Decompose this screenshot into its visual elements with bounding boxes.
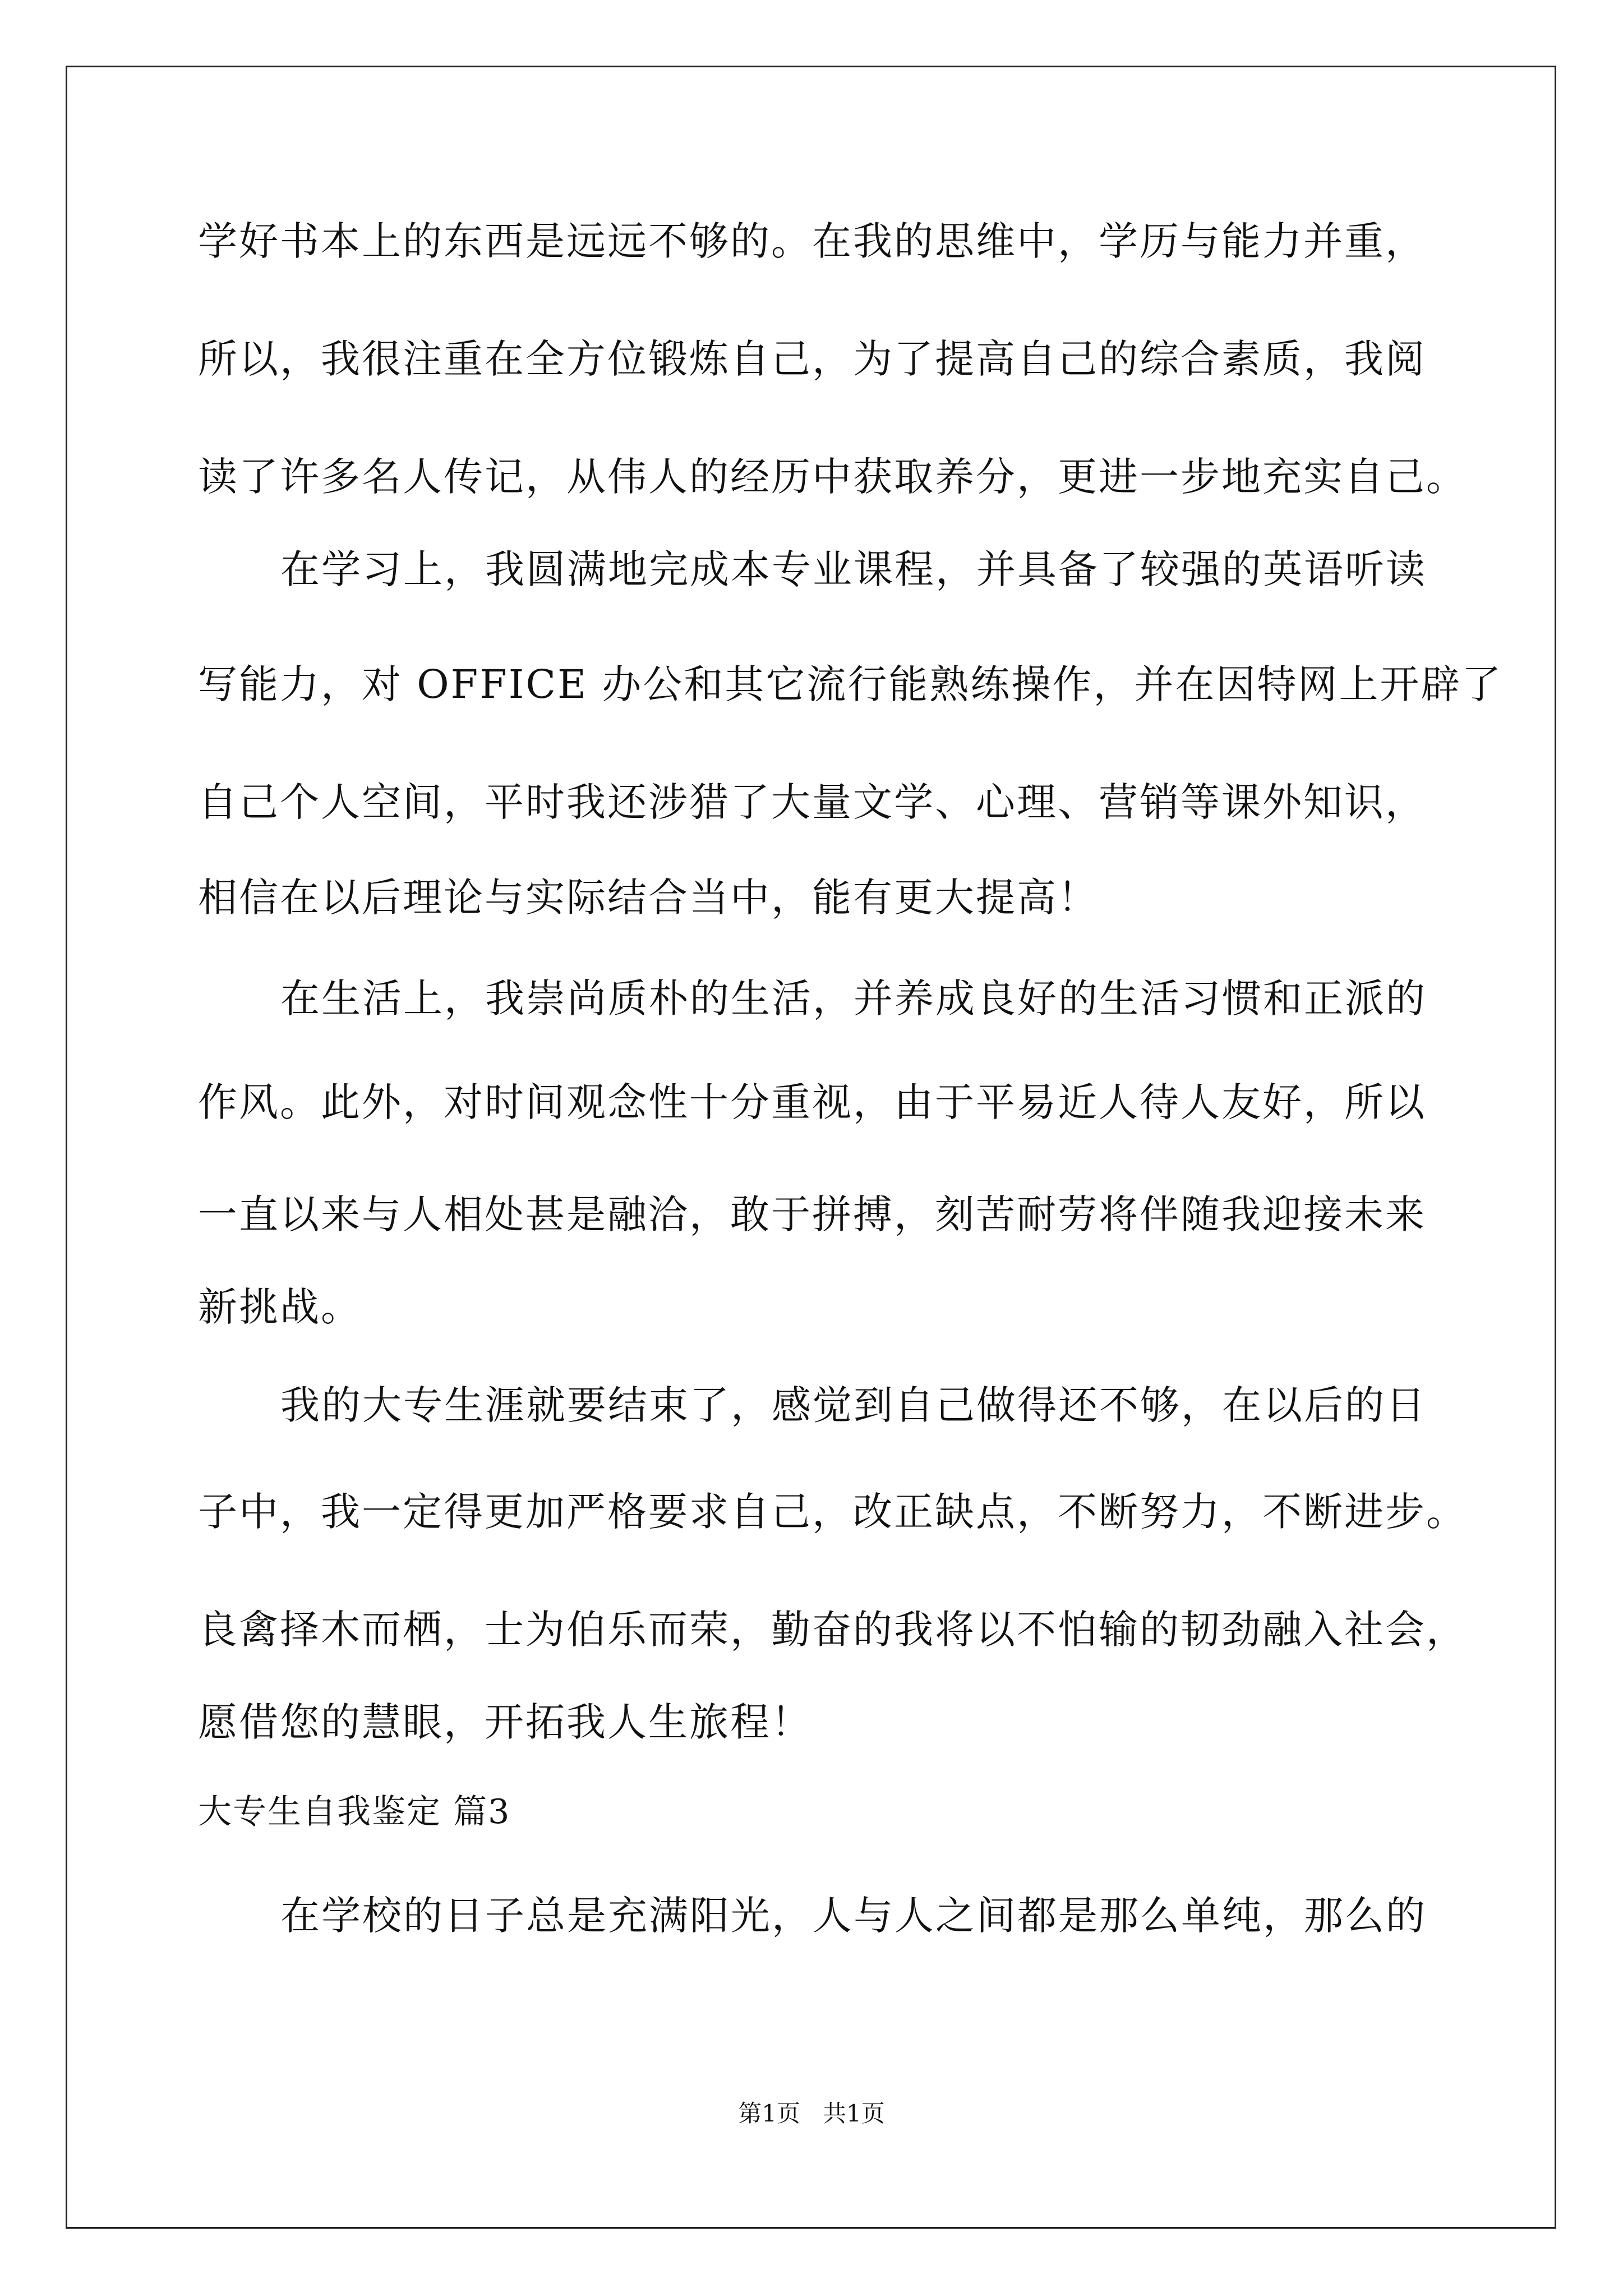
text-line: 愿借您的慧眼，开拓我人生旅程！: [198, 1699, 812, 1745]
text-line: 子中，我一定得更加严格要求自己，改正缺点，不断努力，不断进步。: [198, 1489, 1467, 1535]
text-line: 相信在以后理论与实际结合当中，能有更大提高！: [198, 875, 1099, 921]
paragraph-start-line: 在学校的日子总是充满阳光，人与人之间都是那么单纯，那么的: [280, 1893, 1427, 1939]
text-line: 良禽择木而栖，士为伯乐而荣，勤奋的我将以不怕输的韧劲融入社会，: [198, 1607, 1467, 1653]
paragraph-start-line: 在学习上，我圆满地完成本专业课程，并具备了较强的英语听读: [280, 546, 1427, 592]
text-line: 作风。此外，对时间观念性十分重视，由于平易近人待人友好，所以: [198, 1079, 1426, 1125]
text-line: 新挑战。: [198, 1284, 362, 1330]
page-footer: 第1页 共1页: [738, 2100, 885, 2127]
text-line: 写能力，对 OFFICE 办公和其它流行能熟练操作，并在因特网上开辟了: [198, 661, 1503, 707]
paragraph-start-line: 在生活上，我崇尚质朴的生活，并养成良好的生活习惯和正派的: [280, 976, 1427, 1022]
text-line: 所以，我很注重在全方位锻炼自己，为了提高自己的综合素质，我阅: [198, 336, 1426, 382]
text-line: 读了许多名人传记，从伟人的经历中获取养分，更进一步地充实自己。: [198, 454, 1467, 500]
paragraph-start-line: 我的大专生涯就要结束了，感觉到自己做得还不够，在以后的日: [280, 1382, 1427, 1428]
text-line: 自己个人空间，平时我还涉猎了大量文学、心理、营销等课外知识，: [198, 779, 1426, 825]
text-line: 学好书本上的东西是远远不够的。在我的思维中，学历与能力并重，: [198, 218, 1426, 264]
text-line: 一直以来与人相处甚是融洽，敢于拼搏，刻苦耐劳将伴随我迎接未来: [198, 1191, 1426, 1237]
section-heading: 大专生自我鉴定 篇3: [198, 1792, 511, 1832]
